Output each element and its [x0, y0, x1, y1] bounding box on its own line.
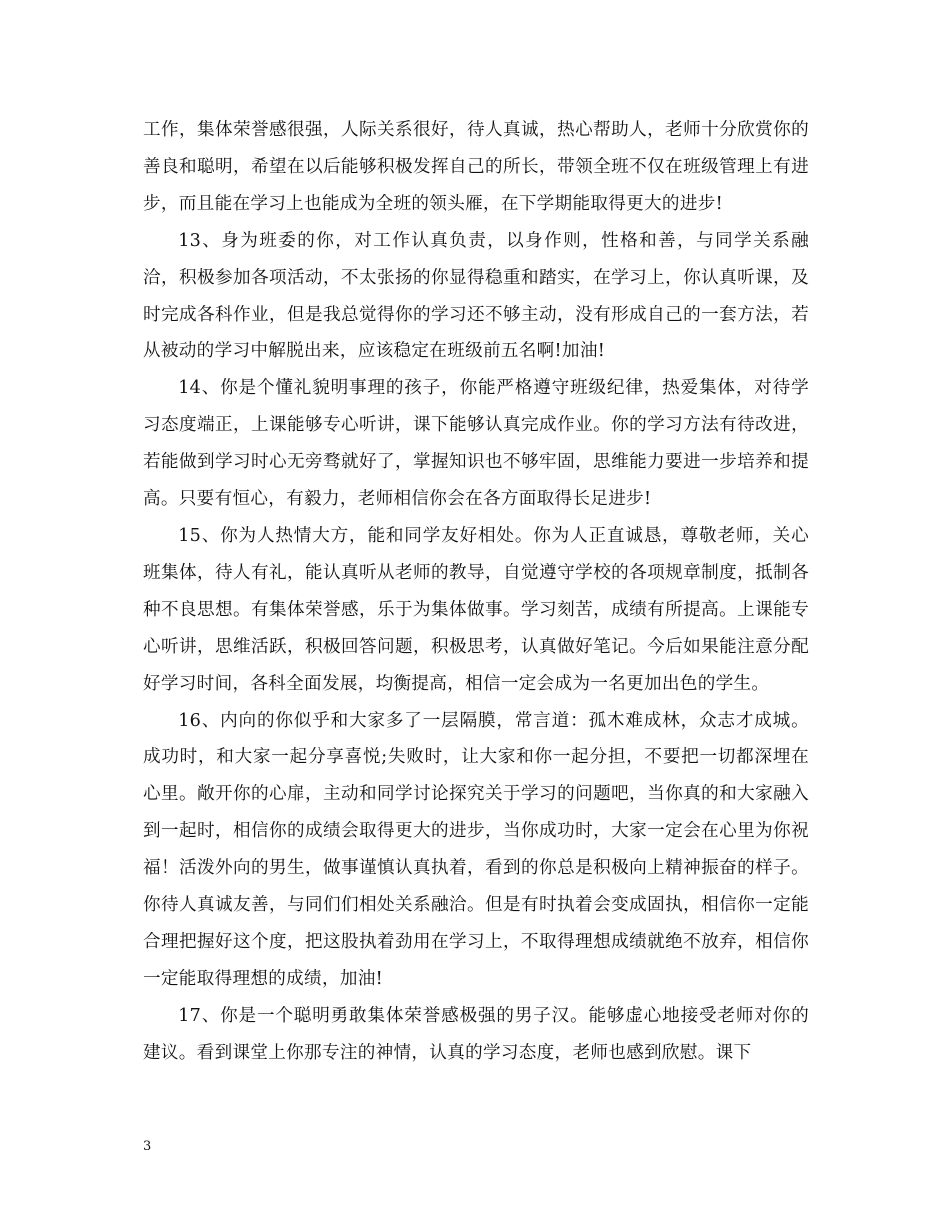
- document-body: [143, 112, 809, 1072]
- paragraph-16: 16、内向的你似乎和大家多了一层隔膜，常言道：孤木难成林，众志才成城。成功时，和大家一起分享喜悦;失败时，让大家和你一起分担，不要把一切都深埋在心里。敞开你的心扉，主动和同学讨论探究关于学习的问题吧，当你真的和大家融入到一起时，相信你的成绩会取得更大的进步，当你成功时，大家一定会在心里为你祝福！活泼外向的男生，做事谨慎认真执着，看到的你总是积极向上精神振奋的样子。你待人真诚友善，与同们们相处关系融洽。但是有时执着会变成固执，相信你一定能合理把握好这个度，把这股执着劲用在学习上，不取得理想成绩就绝不放弃，相信你一定能取得理想的成绩，加油!: [143, 710, 809, 989]
- page-number: 3: [143, 1139, 152, 1154]
- paragraph-continuation: 工作，集体荣誉感很强，人际关系很好，待人真诚，热心帮助人，老师十分欣赏你的善良和聪明，希望在以后能够积极发挥自己的所长，带领全班不仅在班级管理上有进步，而且能在学习上也能成为全班的领头雁，在下学期能取得更大的进步!: [143, 120, 809, 214]
- paragraph-13: 13、身为班委的你，对工作认真负责，以身作则，性格和善，与同学关系融洽，积极参加各项活动，不太张扬的你显得稳重和踏实，在学习上，你认真听课，及时完成各科作业，但是我总觉得你的学习还不够主动，没有形成自己的一套方法，若从被动的学习中解脱出来，应该稳定在班级前五名啊!加油!: [143, 230, 809, 362]
- paragraph-15: 15、你为人热情大方，能和同学友好相处。你为人正直诚恳，尊敬老师，关心班集体，待人有礼，能认真听从老师的教导，自觉遵守学校的各项规章制度，抵制各种不良思想。有集体荣誉感，乐于为集体做事。学习刻苦，成绩有所提高。上课能专心听讲，思维活跃，积极回答问题，积极思考，认真做好笔记。今后如果能注意分配好学习时间，各科全面发展，均衡提高，相信一定会成为一名更加出色的学生。: [143, 525, 809, 694]
- paragraph-14: 14、你是个懂礼貌明事理的孩子，你能严格遵守班级纪律，热爱集体，对待学习态度端正，上课能够专心听讲，课下能够认真完成作业。你的学习方法有待改进，若能做到学习时心无旁骛就好了，掌握知识也不够牢固，思维能力要进一步培养和提高。只要有恒心，有毅力，老师相信你会在各方面取得长足进步!: [143, 378, 809, 510]
- paragraph-17: 17、你是一个聪明勇敢集体荣誉感极强的男子汉。能够虚心地接受老师对你的建议。看到课堂上你那专注的神情，认真的学习态度，老师也感到欣慰。课下: [143, 1005, 809, 1063]
